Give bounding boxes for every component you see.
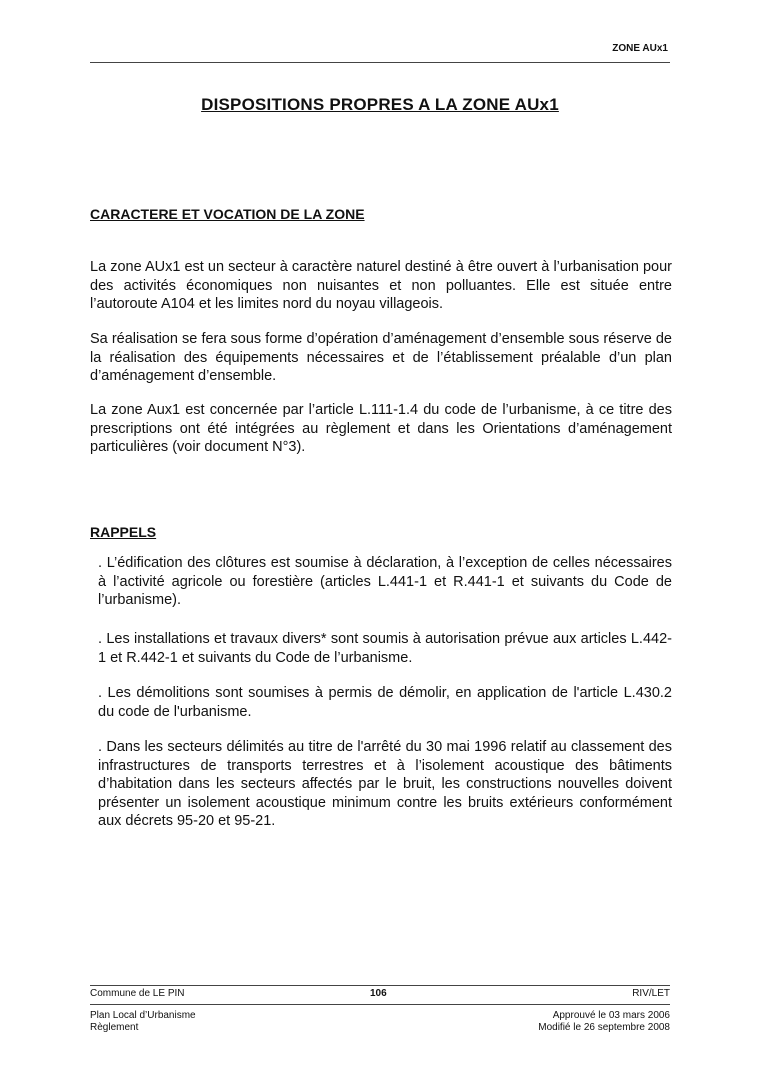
rappel-item-clotures: . L’édification des clôtures est soumise à déclaration, à l’exception de celles nécessaires à l’activité agricole ou forestière (articles L.441-1 et R.441-1 et suivants du Code de l’urbanisme). xyxy=(98,555,672,609)
footer-rule-bottom xyxy=(90,1004,670,1005)
footer-dates xyxy=(538,1010,670,1034)
footer-plan-info xyxy=(90,1010,196,1034)
page-title: DISPOSITIONS PROPRES A LA ZONE AUx1 xyxy=(201,95,559,114)
footer-commune: Commune de LE PIN xyxy=(90,988,185,999)
footer-approved-date: Approuvé le 03 mars 2006 xyxy=(552,1010,670,1021)
footer-code: RIV/LET xyxy=(632,988,670,999)
footer-plan-line2: Règlement xyxy=(90,1022,139,1033)
rappel-item-acoustique: . Dans les secteurs délimités au titre de l'arrêté du 30 mai 1996 relatif au classement des infrastructures de transports terrestres et à l’isolement acoustique des bâtiments d’habitation dans les secteurs affectés par le bruit, les constructions nouvelles doivent présenter un isolement acoustique minimum contre les bruits extérieurs conformément aux décrets 95-20 et 95-21. xyxy=(98,739,672,830)
footer-rule-top xyxy=(90,985,670,986)
paragraph-realisation: Sa réalisation se fera sous forme d’opération d’aménagement d’ensemble sous réserve de la réalisation des équipements nécessaires et de l’établissement préalable d’un plan d’aménagement d’ensemble. xyxy=(90,331,672,385)
footer-modified-date: Modifié le 26 septembre 2008 xyxy=(538,1022,670,1033)
header-zone-label: ZONE AUx1 xyxy=(612,43,668,54)
rappel-item-installations: . Les installations et travaux divers* sont soumis à autorisation prévue aux articles L.442-1 et R.442-1 et suivants du Code de l’urbanisme. xyxy=(98,631,672,666)
rappel-item-demolitions: . Les démolitions sont soumises à permis de démolir, en application de l'article L.430.2 du code de l'urbanisme. xyxy=(98,685,672,720)
footer-plan-line1: Plan Local d’Urbanisme xyxy=(90,1010,196,1021)
section-heading-caractere: CARACTERE ET VOCATION DE LA ZONE xyxy=(90,206,365,222)
paragraph-zone-description: La zone AUx1 est un secteur à caractère naturel destiné à être ouvert à l’urbanisation pour des activités économiques non nuisantes et non polluantes. Elle est située entre l’autoroute A104 et les limites nord du noyau villageois. xyxy=(90,259,672,313)
section-heading-rappels: RAPPELS xyxy=(90,524,157,540)
paragraph-article-reference: La zone Aux1 est concernée par l’article L.111-1.4 du code de l’urbanisme, à ce titre des prescriptions ont été intégrées au règlement et dans les Orientations d’aménagement particulières (voir document N°3). xyxy=(90,402,672,456)
footer-page-number: 106 xyxy=(370,988,387,999)
header-rule xyxy=(90,62,670,63)
